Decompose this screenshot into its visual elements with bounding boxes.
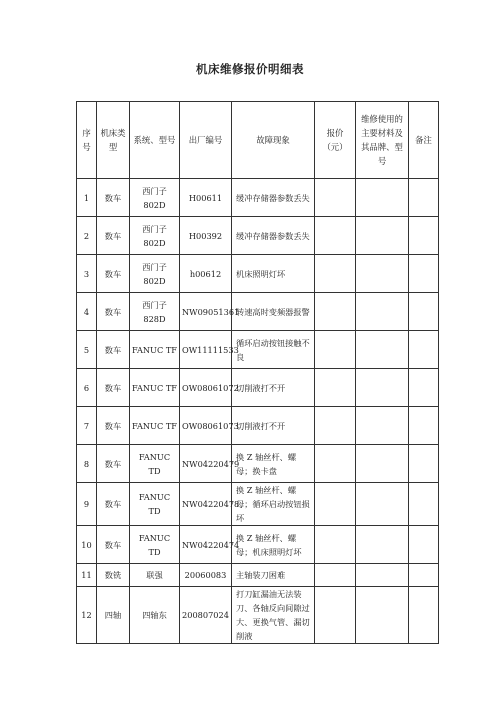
- cell-price: [315, 293, 356, 331]
- cell-fault: 循环启动按钮接触不良: [232, 331, 315, 369]
- cell-notes: [409, 483, 439, 526]
- cell-machine-type: 四轴: [97, 587, 130, 644]
- cell-materials: [356, 217, 409, 255]
- cell-materials: [356, 587, 409, 644]
- cell-serial-no: OW08061073: [180, 407, 232, 445]
- table-row: [77, 255, 439, 293]
- table-row: [77, 483, 439, 526]
- header-machine-type: 机床类型: [97, 102, 130, 179]
- cell-system-model: FANUC TD: [130, 445, 180, 483]
- cell-materials: [356, 179, 409, 217]
- cell-fault: 换 Z 轴丝杆、螺母；换卡盘: [232, 445, 315, 483]
- cell-notes: [409, 526, 439, 564]
- cell-materials: [356, 564, 409, 587]
- cell-materials: [356, 293, 409, 331]
- table-row: [77, 331, 439, 369]
- table-row: [77, 445, 439, 483]
- cell-price: [315, 587, 356, 644]
- table-header-row: [77, 102, 439, 179]
- cell-machine-type: 数车: [97, 483, 130, 526]
- cell-notes: [409, 217, 439, 255]
- cell-machine-type: 数车: [97, 331, 130, 369]
- cell-price: [315, 217, 356, 255]
- cell-fault: 缓冲存储器参数丢失: [232, 217, 315, 255]
- cell-index: 7: [77, 407, 97, 445]
- header-notes: 备注: [409, 102, 439, 179]
- cell-system-model: 西门子828D: [130, 293, 180, 331]
- cell-system-model: FANUC TD: [130, 526, 180, 564]
- cell-system-model: 四轴东: [130, 587, 180, 644]
- cell-price: [315, 255, 356, 293]
- cell-index: 11: [77, 564, 97, 587]
- cell-serial-no: OW11111533: [180, 331, 232, 369]
- cell-price: [315, 526, 356, 564]
- cell-price: [315, 445, 356, 483]
- table-row: [77, 369, 439, 407]
- cell-system-model: 西门子802D: [130, 179, 180, 217]
- cell-fault: 机床照明灯坏: [232, 255, 315, 293]
- cell-machine-type: 数车: [97, 526, 130, 564]
- cell-materials: [356, 369, 409, 407]
- cell-serial-no: H00392: [180, 217, 232, 255]
- cell-fault: 主轴装刀困难: [232, 564, 315, 587]
- cell-machine-type: 数车: [97, 445, 130, 483]
- cell-fault: 打刀缸漏油无法装刀、各轴反向间隙过大、更换气管、漏切削液: [232, 587, 315, 644]
- cell-materials: [356, 445, 409, 483]
- cell-notes: [409, 331, 439, 369]
- cell-materials: [356, 407, 409, 445]
- cell-price: [315, 407, 356, 445]
- cell-index: 6: [77, 369, 97, 407]
- cell-machine-type: 数车: [97, 217, 130, 255]
- cell-system-model: FANUC TF: [130, 331, 180, 369]
- cell-fault: 切削液打不开: [232, 369, 315, 407]
- header-serial-no: 出厂编号: [180, 102, 232, 179]
- table-row: [77, 407, 439, 445]
- cell-index: 10: [77, 526, 97, 564]
- cell-serial-no: NW09051361: [180, 293, 232, 331]
- cell-serial-no: OW08061072: [180, 369, 232, 407]
- cell-serial-no: NW04220474: [180, 526, 232, 564]
- cell-fault: 缓冲存储器参数丢失: [232, 179, 315, 217]
- header-fault: 故障现象: [232, 102, 315, 179]
- table-row: [77, 564, 439, 587]
- cell-price: [315, 331, 356, 369]
- cell-notes: [409, 587, 439, 644]
- cell-system-model: 西门子802D: [130, 217, 180, 255]
- header-materials: 维修使用的主要材料及其品牌、型号: [356, 102, 409, 179]
- cell-machine-type: 数车: [97, 293, 130, 331]
- cell-index: 1: [77, 179, 97, 217]
- cell-machine-type: 数车: [97, 255, 130, 293]
- document-title: 机床维修报价明细表: [196, 62, 304, 76]
- cell-materials: [356, 331, 409, 369]
- table-row: [77, 526, 439, 564]
- cell-serial-no: 20060083: [180, 564, 232, 587]
- header-price: 报价（元）: [315, 102, 356, 179]
- cell-serial-no: H00611: [180, 179, 232, 217]
- cell-notes: [409, 407, 439, 445]
- cell-serial-no: NW04220479: [180, 445, 232, 483]
- cell-system-model: FANUC TF: [130, 369, 180, 407]
- cell-fault: 换 Z 轴丝杆、螺母；机床照明灯坏: [232, 526, 315, 564]
- cell-machine-type: 数车: [97, 179, 130, 217]
- cell-fault: 转速高时变频器报警: [232, 293, 315, 331]
- cell-index: 12: [77, 587, 97, 644]
- cell-serial-no: 200807024: [180, 587, 232, 644]
- cell-fault: 切削液打不开: [232, 407, 315, 445]
- cell-price: [315, 369, 356, 407]
- cell-materials: [356, 255, 409, 293]
- cell-index: 8: [77, 445, 97, 483]
- table-row: [77, 179, 439, 217]
- cell-system-model: 西门子802D: [130, 255, 180, 293]
- cell-serial-no: NW04220478: [180, 483, 232, 526]
- cell-price: [315, 179, 356, 217]
- header-index: 序号: [77, 102, 97, 179]
- cell-system-model: FANUC TD: [130, 483, 180, 526]
- table-row: [77, 217, 439, 255]
- cell-notes: [409, 445, 439, 483]
- cell-materials: [356, 526, 409, 564]
- cell-index: 5: [77, 331, 97, 369]
- cell-notes: [409, 255, 439, 293]
- table-row: [77, 293, 439, 331]
- header-system-model: 系统、型号: [130, 102, 180, 179]
- repair-quote-table: [76, 101, 439, 644]
- cell-index: 3: [77, 255, 97, 293]
- cell-system-model: 联强: [130, 564, 180, 587]
- cell-index: 4: [77, 293, 97, 331]
- cell-machine-type: 数铣: [97, 564, 130, 587]
- cell-system-model: FANUC TF: [130, 407, 180, 445]
- cell-price: [315, 483, 356, 526]
- cell-index: 9: [77, 483, 97, 526]
- cell-serial-no: h00612: [180, 255, 232, 293]
- cell-notes: [409, 293, 439, 331]
- cell-notes: [409, 369, 439, 407]
- cell-fault: 换 Z 轴丝杆、螺母；循环启动按钮损坏: [232, 483, 315, 526]
- cell-notes: [409, 179, 439, 217]
- cell-index: 2: [77, 217, 97, 255]
- cell-machine-type: 数车: [97, 369, 130, 407]
- cell-notes: [409, 564, 439, 587]
- cell-machine-type: 数车: [97, 407, 130, 445]
- cell-price: [315, 564, 356, 587]
- cell-materials: [356, 483, 409, 526]
- table-row: [77, 587, 439, 644]
